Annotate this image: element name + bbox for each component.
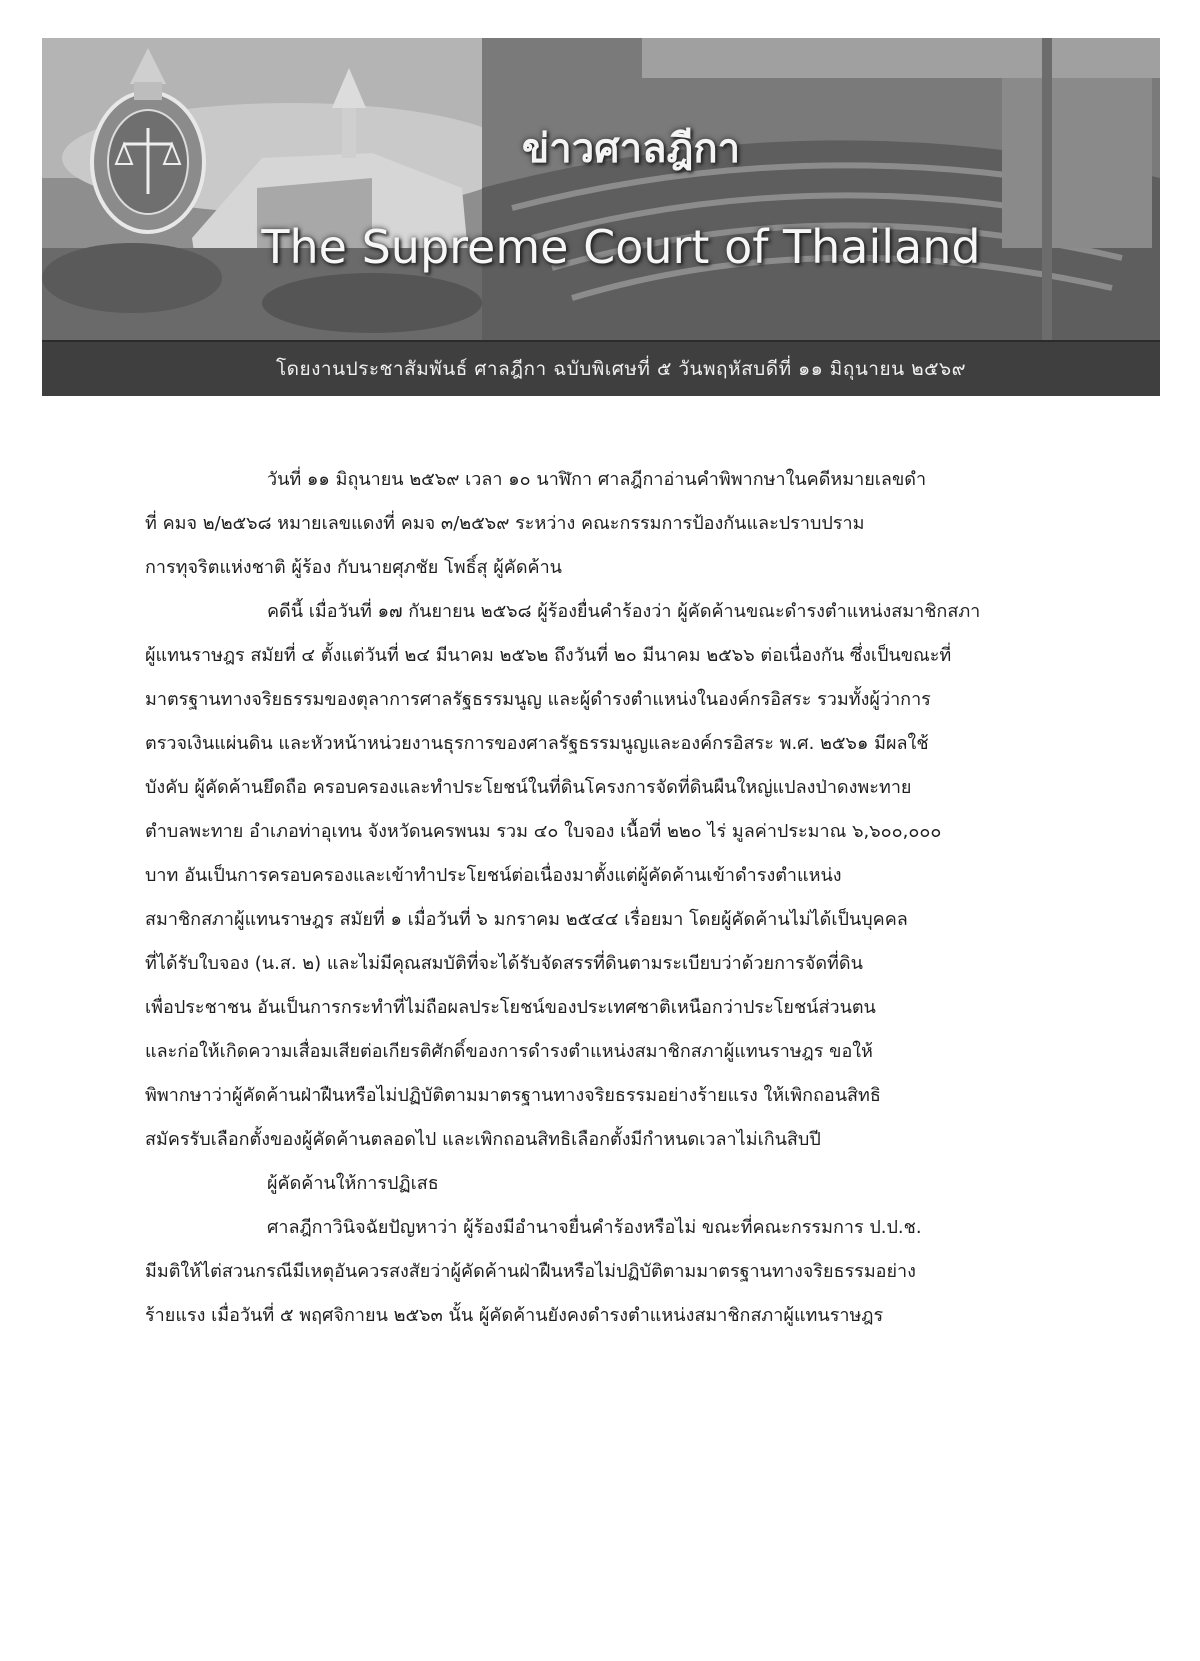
body-line: ศาลฎีกาวินิจฉัยปัญหาว่า ผู้ร้องมีอำนาจยื่นคำร้องหรือไม่ ขณะที่คณะกรรมการ ป.ป.ช.: [267, 1217, 922, 1238]
article-body: [145, 458, 1040, 1338]
body-line: วันที่ ๑๑ มิถุนายน ๒๕๖๙ เวลา ๑๐ นาฬิกา ศาลฎีกาอ่านคำพิพากษาในคดีหมายเลขดำ: [267, 469, 927, 490]
banner-subtitle: โดยงานประชาสัมพันธ์ ศาลฎีกา ฉบับพิเศษที่ ๕ วันพฤหัสบดีที่ ๑๑ มิถุนายน ๒๕๖๙: [42, 340, 1160, 396]
header-banner: [42, 38, 1160, 396]
body-line: ตรวจเงินแผ่นดิน และหัวหน้าหน่วยงานธุรการของศาลรัฐธรรมนูญและองค์กรอิสระ พ.ศ. ๒๕๖๑ มีผลใช้: [145, 733, 929, 754]
banner-title-english: The Supreme Court of Thailand: [261, 220, 981, 274]
body-line: พิพากษาว่าผู้คัดค้านฝ่าฝืนหรือไม่ปฏิบัติตามมาตรฐานทางจริยธรรมอย่างร้ายแรง ให้เพิกถอนสิทธิ: [145, 1085, 881, 1106]
body-line: บังคับ ผู้คัดค้านยึดถือ ครอบครองและทำประโยชน์ในที่ดินโครงการจัดที่ดินผืนใหญ่แปลงป่าดงพะทาย: [145, 777, 912, 798]
body-line: บาท อันเป็นการครอบครองและเข้าทำประโยชน์ต่อเนื่องมาตั้งแต่ผู้คัดค้านเข้าดำรงตำแหน่ง: [145, 865, 842, 886]
body-line: ที่ได้รับใบจอง (น.ส. ๒) และไม่มีคุณสมบัติที่จะได้รับจัดสรรที่ดินตามระเบียบว่าด้วยการจัดที่ดิน: [145, 953, 863, 974]
body-line: สมัครรับเลือกตั้งของผู้คัดค้านตลอดไป และเพิกถอนสิทธิเลือกตั้งมีกำหนดเวลาไม่เกินสิบปี: [145, 1129, 821, 1150]
body-line: คดีนี้ เมื่อวันที่ ๑๗ กันยายน ๒๕๖๘ ผู้ร้องยื่นคำร้องว่า ผู้คัดค้านขณะดำรงตำแหน่งสมาชิกสภา: [267, 601, 981, 622]
body-line: ตำบลพะทาย อำเภอท่าอุเทน จังหวัดนครพนม รวม ๔๐ ใบจอง เนื้อที่ ๒๒๐ ไร่ มูลค่าประมาณ ๖,๖๐๐,๐๐๐: [145, 821, 942, 842]
body-line: ผู้คัดค้านให้การปฏิเสธ: [267, 1173, 439, 1194]
body-line: และก่อให้เกิดความเสื่อมเสียต่อเกียรติศักดิ์ของการดำรงตำแหน่งสมาชิกสภาผู้แทนราษฎร ขอให้: [145, 1041, 873, 1062]
body-line: ที่ คมจ ๒/๒๕๖๘ หมายเลขแดงที่ คมจ ๓/๒๕๖๙ ระหว่าง คณะกรรมการป้องกันและปราบปราม: [145, 513, 865, 534]
body-line: สมาชิกสภาผู้แทนราษฎร สมัยที่ ๑ เมื่อวันที่ ๖ มกราคม ๒๕๔๔ เรื่อยมา โดยผู้คัดค้านไม่ได้เป็นบุคคล: [145, 909, 908, 930]
body-line: เพื่อประชาชน อันเป็นการกระทำที่ไม่ถือผลประโยชน์ของประเทศชาติเหนือกว่าประโยชน์ส่วนตน: [145, 997, 876, 1018]
body-line: ร้ายแรง เมื่อวันที่ ๕ พฤศจิกายน ๒๕๖๓ นั้น ผู้คัดค้านยังคงดำรงตำแหน่งสมาชิกสภาผู้แทนราษฎร: [145, 1305, 884, 1326]
body-line: มีมติให้ไต่สวนกรณีมีเหตุอันควรสงสัยว่าผู้คัดค้านฝ่าฝืนหรือไม่ปฏิบัติตามมาตรฐานทางจริยธรรมอย่าง: [145, 1261, 916, 1282]
banner-title-thai: ข่าวศาลฎีกา: [521, 126, 741, 172]
body-line: การทุจริตแห่งชาติ ผู้ร้อง กับนายศุภชัย โพธิ์สุ ผู้คัดค้าน: [145, 557, 562, 578]
body-line: มาตรฐานทางจริยธรรมของตุลาการศาลรัฐธรรมนูญ และผู้ดำรงตำแหน่งในองค์กรอิสระ รวมทั้งผู้ว่าการ: [145, 689, 931, 710]
body-line: ผู้แทนราษฎร สมัยที่ ๔ ตั้งแต่วันที่ ๒๔ มีนาคม ๒๕๖๒ ถึงวันที่ ๒๐ มีนาคม ๒๕๖๖ ต่อเนื่องกัน ซึ่งเป็นขณะที่: [145, 645, 952, 666]
